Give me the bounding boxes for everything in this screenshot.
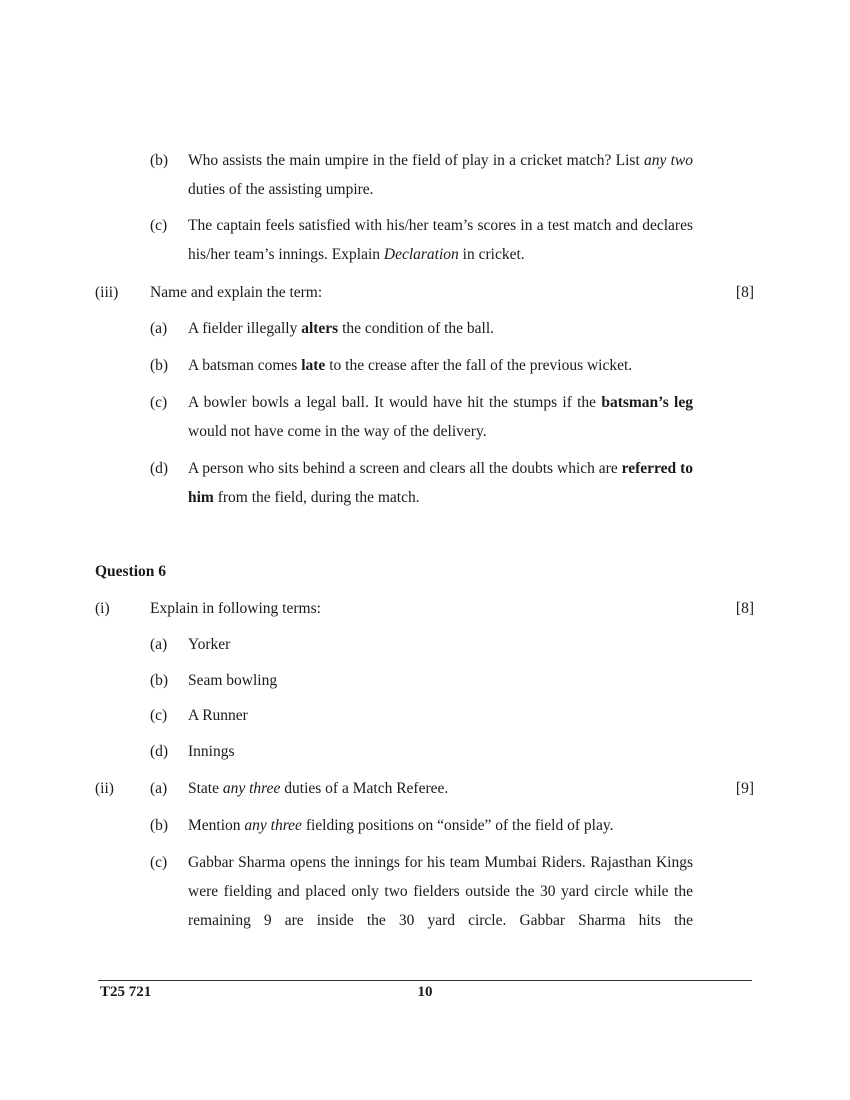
item-label: (b): [150, 357, 169, 374]
emphasis: any three: [244, 817, 302, 834]
part-label: (i): [95, 600, 110, 617]
item-label: (b): [150, 672, 169, 689]
emphasis: any three: [222, 780, 281, 797]
text-part: would not have come in the way of the delivery.: [188, 423, 487, 440]
text-part: to the crease after the fall of the previous wicket.: [325, 357, 633, 374]
item-label: (c): [150, 854, 168, 871]
item-label: (a): [150, 780, 168, 797]
emphasis: any two: [643, 152, 693, 169]
bold-term: alters: [301, 320, 339, 337]
term-text: Yorker: [188, 636, 231, 653]
text-part: The captain feels satisfied with his/her team’s scores in a test match and declares his/her team’s innings. Explain: [188, 217, 693, 263]
question-text: Gabbar Sharma opens the innings for his team Mumbai Riders. Rajasthan Kings were fielding and placed only two fielders outside the 30 yard circle while the remaining 9 are inside the 30 yard circle. Gabbar Sharma hits the: [188, 854, 693, 929]
term-text: A Runner: [188, 707, 248, 724]
bold-term: referred to him: [188, 460, 693, 506]
emphasis: Declaration: [383, 246, 459, 263]
part-label: (iii): [95, 284, 119, 301]
item-label: (c): [150, 707, 168, 724]
text-part: State: [188, 780, 223, 797]
bold-term: late: [301, 357, 326, 374]
paper-code: T25 721: [100, 984, 152, 1000]
item-label: (d): [150, 743, 169, 760]
question-text: [188, 774, 693, 803]
question-text: [188, 351, 693, 380]
question-text: [188, 388, 693, 446]
footer-divider: [98, 980, 752, 981]
item-label: (c): [150, 394, 168, 411]
text-part: Mention: [188, 817, 245, 834]
text-part: A fielder illegally: [188, 320, 302, 337]
marks: [8]: [735, 284, 754, 301]
page-number: 10: [417, 984, 433, 1000]
text-part: fielding positions on “onside” of the field of play.: [301, 817, 614, 834]
term-text: Innings: [188, 743, 235, 760]
text-part: A person who sits behind a screen and clears all the doubts which are: [188, 460, 622, 477]
text-part: A batsman comes: [188, 357, 302, 374]
item-label: (b): [150, 817, 169, 834]
text-part: duties of the assisting umpire.: [188, 181, 374, 198]
part-text: Name and explain the term:: [150, 284, 323, 301]
marks: [8]: [735, 600, 754, 617]
marks: [9]: [735, 780, 754, 797]
item-label: (d): [150, 460, 169, 477]
text-part: A bowler bowls a legal ball. It would have hit the stumps if the: [188, 394, 602, 411]
bold-term: batsman’s leg: [601, 394, 693, 411]
item-label: (b): [150, 152, 169, 169]
text-part: from the field, during the match.: [213, 489, 420, 506]
item-label: (a): [150, 320, 168, 337]
part-text: Explain in following terms:: [150, 600, 321, 617]
question-text: [188, 314, 693, 343]
text-part: in cricket.: [458, 246, 525, 263]
question-heading: Question 6: [95, 563, 167, 580]
question-text: [188, 211, 693, 269]
text-part: the condition of the ball.: [338, 320, 495, 337]
part-label: (ii): [95, 780, 114, 797]
item-label: (a): [150, 636, 168, 653]
question-text: [188, 811, 693, 840]
text-part: Who assists the main umpire in the field of play in a cricket match? List: [188, 152, 644, 169]
question-text: [188, 146, 693, 204]
item-label: (c): [150, 217, 168, 234]
text-part: duties of a Match Referee.: [280, 780, 449, 797]
term-text: Seam bowling: [188, 672, 278, 689]
question-text: [188, 454, 693, 512]
